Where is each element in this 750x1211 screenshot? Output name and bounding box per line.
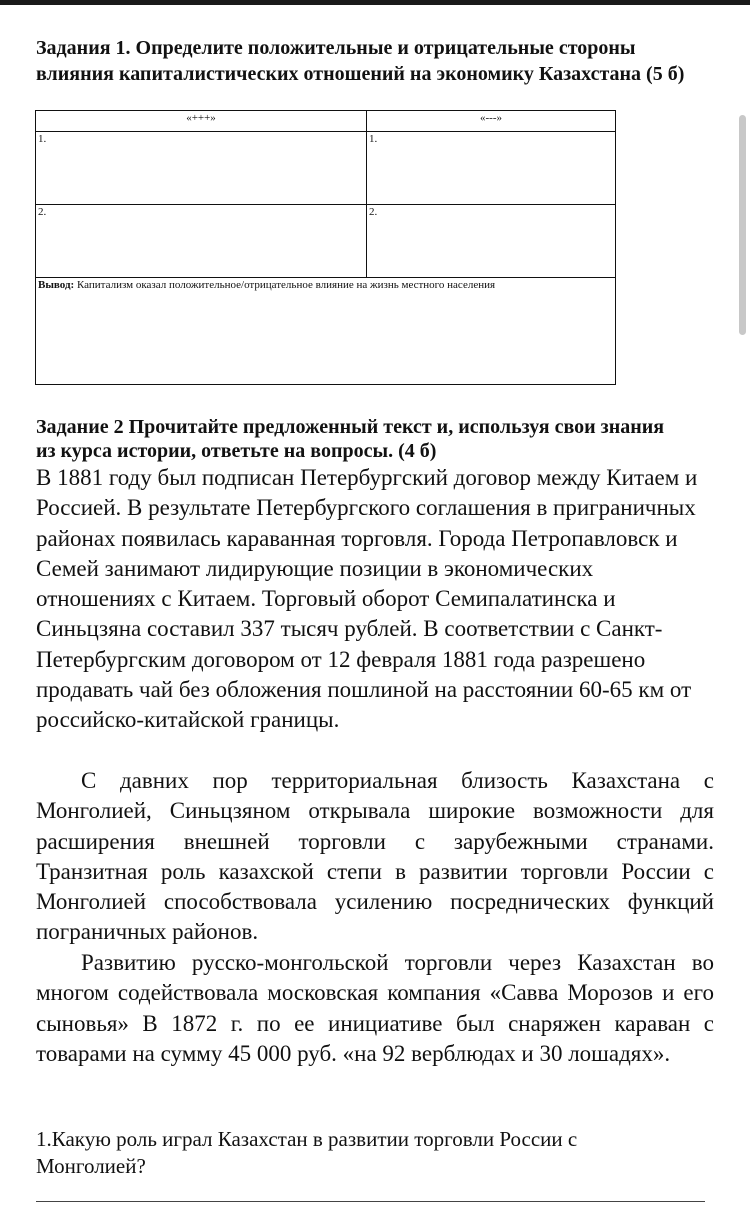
column-minus-header: «---» [367, 111, 616, 132]
conclusion-row [36, 278, 616, 385]
conclusion-text: Капитализм оказал положительное/отрицательное влияние на жизнь местного населения [74, 279, 496, 291]
plus-cell-1[interactable]: 1. [36, 132, 367, 205]
paragraph-2: С давних пор территориальная близость Казахстана с Монголией, Синьцзяном открывала широкие возможности для расширения внешней торговли с зарубежными странами. Транзитная роль казахской степи в развитии торговли России с Монголией способствовала усилению посреднических функций пограничных районов. [36, 768, 714, 945]
question-1: 1.Какую роль играл Казахстан в развитии торговли России с Монголией? [36, 1127, 578, 1178]
table-row [36, 205, 616, 278]
conclusion-cell[interactable] [36, 278, 616, 385]
top-bar [0, 0, 750, 5]
answer-table [35, 110, 616, 385]
minus-cell-2[interactable]: 2. [367, 205, 616, 278]
answer-line [36, 1201, 705, 1202]
paragraph-1: В 1881 году был подписан Петербургский договор между Китаем и Россией. В результате Петербургского соглашения в приграничных районах появилась караванная торговля. Города Петропавловск и Семей занимают лидирующие позиции в экономических отношениях с Китаем. Торговый оборот Семипалатинска и Синьцзяна составил 337 тысяч рублей. В соответствии с Санкт-Петербургским договором от 12 февраля 1881 года разрешено продавать чай без обложения пошлиной на расстоянии 60-65 км от российско-китайской границы. [36, 465, 698, 733]
table-row [36, 132, 616, 205]
task2-title: Задание 2 Прочитайте предложенный текст и, используя свои знания из курса истории, ответьте на вопросы. (4 б) [36, 416, 665, 462]
plus-cell-2[interactable]: 2. [36, 205, 367, 278]
minus-cell-1[interactable]: 1. [367, 132, 616, 205]
conclusion-label: Вывод: [38, 279, 75, 291]
table-header-row [36, 111, 616, 132]
paragraph-3: Развитию русско-монгольской торговли через Казахстан во многом содействовала московская компания «Савва Морозов и его сыновья» В 1872 г. по ее инициативе был снаряжен караван с товарами на сумму 45 000 руб. «на 92 верблюдах и 30 лошадях». [36, 950, 714, 1066]
task1-title: Задания 1. Определите положительные и отрицательные стороны влияния капиталистических отношений на экономику Казахстана (5 б) [36, 37, 685, 85]
column-plus-header: «+++» [36, 111, 367, 132]
scrollbar[interactable] [739, 115, 746, 335]
